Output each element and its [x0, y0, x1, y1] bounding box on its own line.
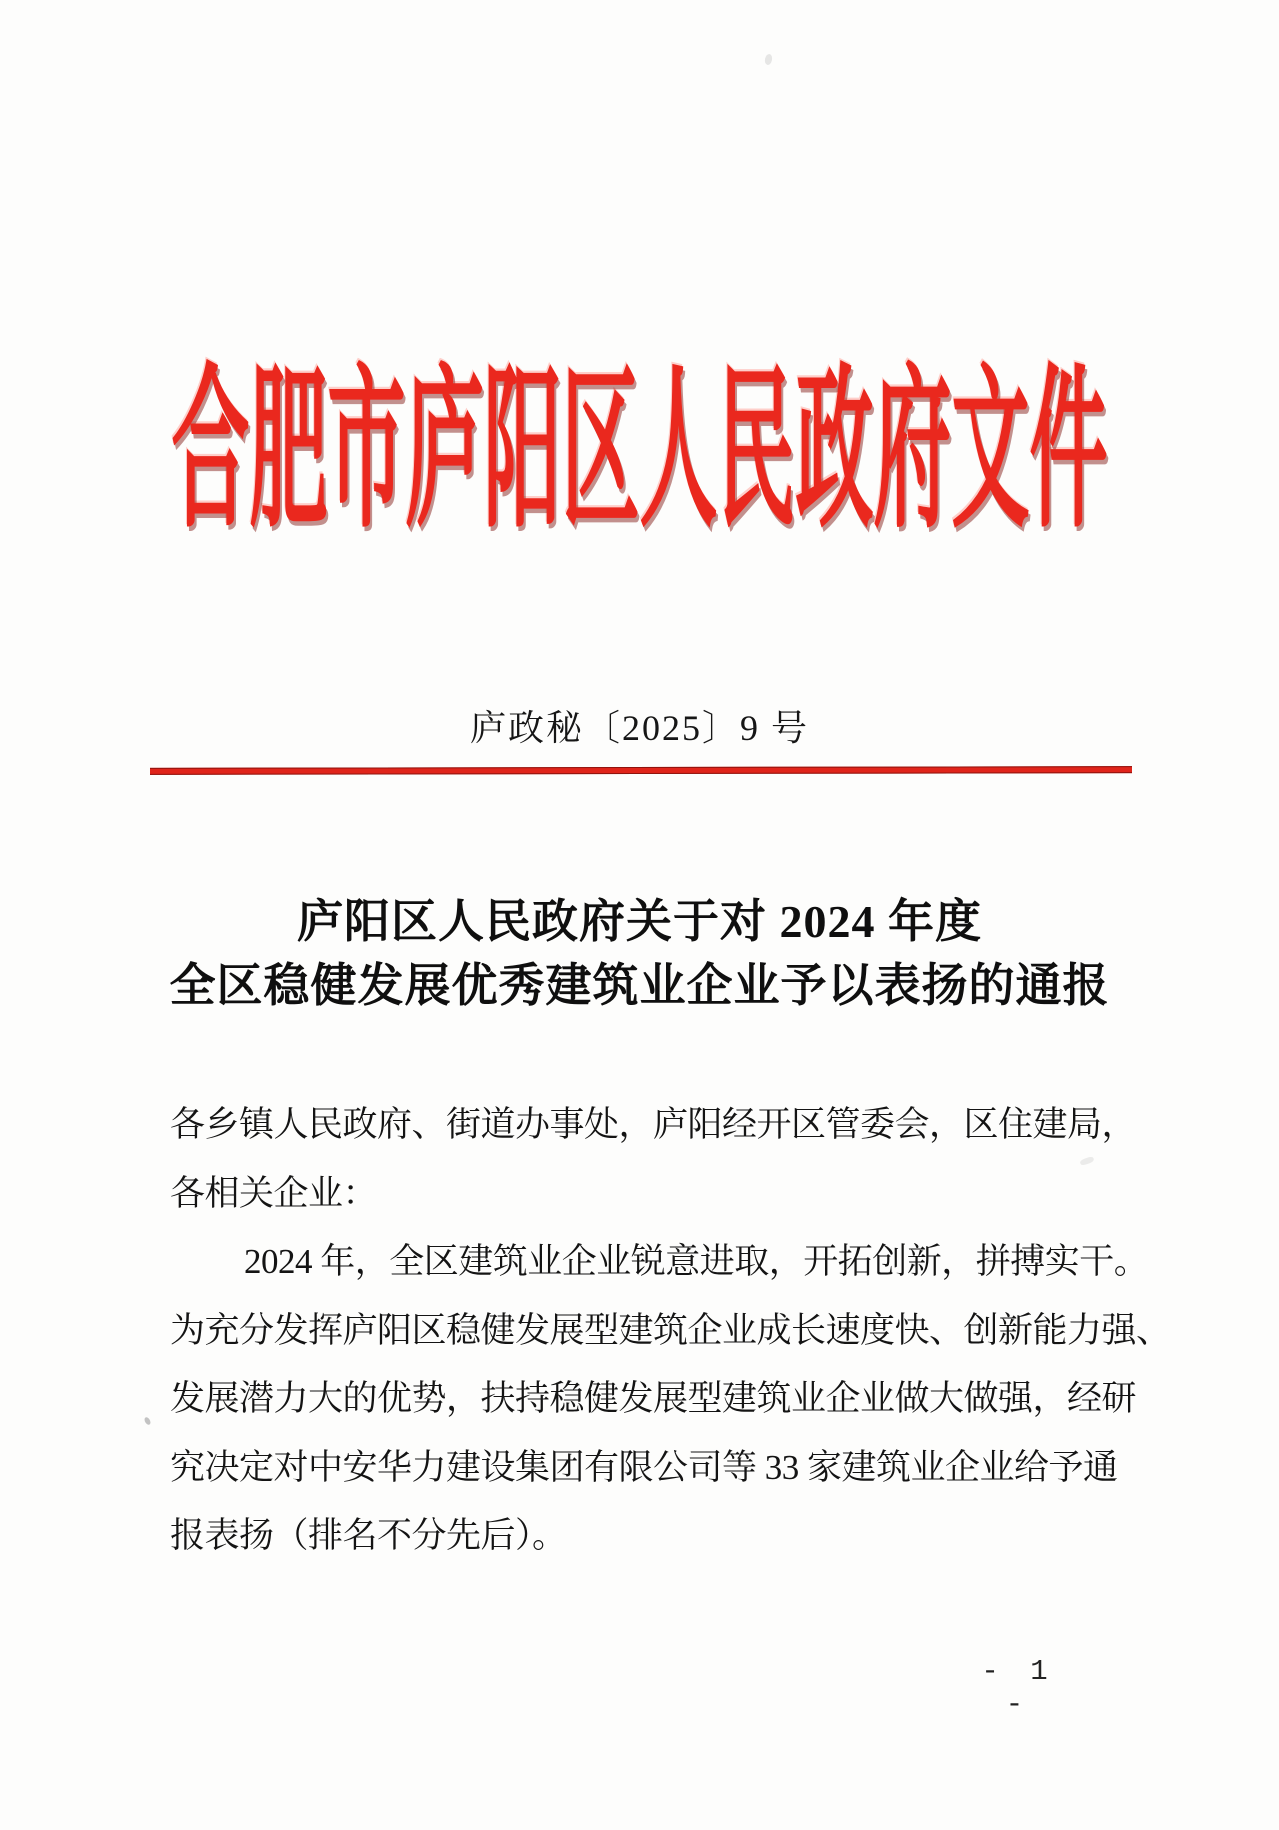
- scan-dot-artifact: [143, 1416, 151, 1425]
- scan-smudge-artifact: [764, 53, 773, 65]
- body-line-paragraph-start: 2024 年，全区建筑业企业锐意进取，开拓创新，拼搏实干。: [244, 1242, 1149, 1281]
- notice-title-line1: 庐阳区人民政府关于对 2024 年度: [297, 896, 982, 947]
- body-line: 发展潜力大的优势，扶持稳健发展型建筑业企业做大做强，经研: [170, 1379, 1137, 1418]
- red-divider-line: [150, 766, 1132, 775]
- notice-title-line2: 全区稳健发展优秀建筑业企业予以表扬的通报: [169, 960, 1110, 1011]
- page-number: - 1 -: [981, 1655, 1055, 1721]
- notice-title: [0, 890, 1279, 1018]
- body-line-salutation-1: 各乡镇人民政府、街道办事处，庐阳经开区管委会，区住建局，: [170, 1105, 1137, 1144]
- body-line-salutation-2: 各相关企业：: [170, 1173, 378, 1213]
- document-number: 庐政秘〔2025〕9 号: [469, 708, 809, 748]
- body-line: 究决定对中安华力建设集团有限公司等 33 家建筑业企业给予通: [170, 1447, 1118, 1487]
- notice-body: [170, 1091, 1171, 1571]
- letterhead-title: 合肥市庐阳区人民政府文件: [171, 352, 1108, 549]
- body-line-paragraph-end: 报表扬（排名不分先后）。: [170, 1516, 567, 1555]
- body-line: 为充分发挥庐阳区稳健发展型建筑企业成长速度快、创新能力强、: [170, 1310, 1171, 1350]
